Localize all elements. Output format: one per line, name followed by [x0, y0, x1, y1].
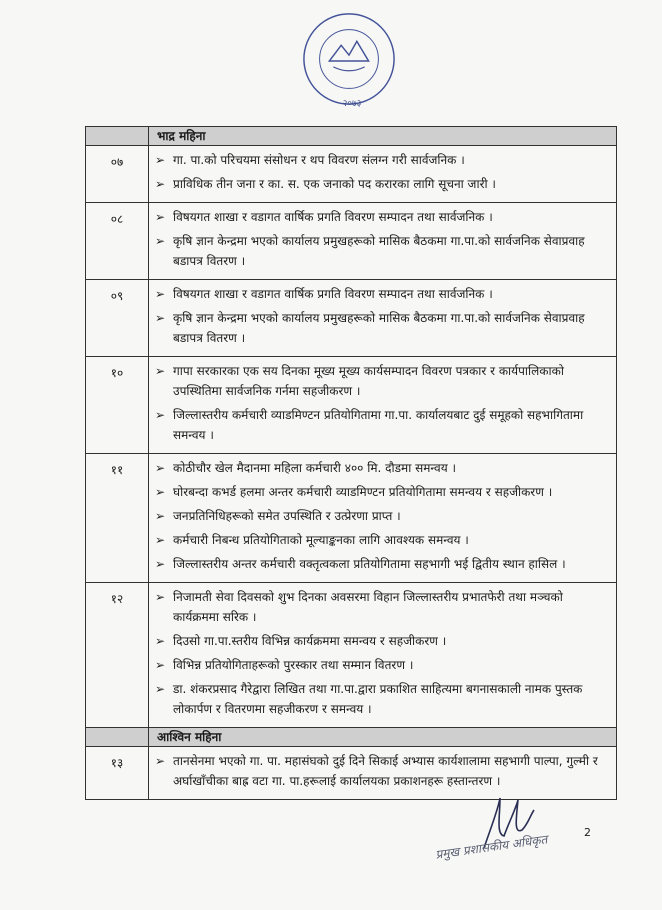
day-number: ०८ — [86, 203, 149, 280]
month-label: भाद्र महिना — [149, 127, 617, 146]
month-header-blank — [86, 728, 149, 747]
activity-cell — [149, 357, 617, 454]
table-row — [86, 583, 617, 728]
table-row — [86, 357, 617, 454]
list-item: ➢ दिउसो गा.पा.स्तरीय विभिन्न कार्यक्रममा समन्वय र सहजीकरण । — [153, 631, 610, 651]
month-header-blank — [86, 127, 149, 146]
table-row — [86, 280, 617, 357]
day-number: ०९ — [86, 280, 149, 357]
activity-list — [153, 751, 610, 791]
day-number: १२ — [86, 583, 149, 728]
list-item: ➢ विषयगत शाखा र वडागत वार्षिक प्रगति विवरण सम्पादन तथा सार्वजनिक । — [153, 207, 610, 227]
activity-cell — [149, 280, 617, 357]
activity-list — [153, 150, 610, 194]
signature-caption: प्रमुख प्रशासकीय अधिकृत — [434, 832, 549, 862]
list-item: ➢ गा. पा.को परिचयमा संसोधन र थप विवरण संलग्न गरी सार्वजनिक । — [153, 150, 610, 170]
table-row — [86, 203, 617, 280]
list-item: ➢ घोरबन्दा कभर्ड हलमा अन्तर कर्मचारी व्याडमिण्टन प्रतियोगितामा समन्वय र सहजीकरण । — [153, 482, 610, 502]
activity-cell — [149, 583, 617, 728]
list-item: ➢ कृषि ज्ञान केन्द्रमा भएको कार्यालय प्रमुखहरूको मासिक बैठकमा गा.पा.को सार्वजनिक सेवाप्रवाह बडापत्र वितरण । — [153, 308, 610, 348]
day-number: ०७ — [86, 146, 149, 203]
page-number: 2 — [584, 826, 591, 839]
list-item: ➢ गापा सरकारका एक सय दिनका मूख्य मूख्य कार्यसम्पादन विवरण पत्रकार र कार्यपालिकाको उपस्थितिमा सार्वजनिक गर्नमा सहजीकरण । — [153, 361, 610, 401]
list-item: ➢ जनप्रतिनिधिहरूको समेत उपस्थिति र उत्प्रेरणा प्राप्त । — [153, 506, 610, 526]
list-item: ➢ डा. शंकरप्रसाद गैरेद्वारा लिखित तथा गा.पा.द्वारा प्रकाशित साहित्यमा बगनासकाली नामक पुस्तक लोकार्पण र वितरणमा सहजीकरण र समन्वय । — [153, 679, 610, 719]
activity-cell — [149, 203, 617, 280]
list-item: ➢ प्राविधिक तीन जना र का. स. एक जनाको पद करारका लागि सूचना जारी । — [153, 174, 610, 194]
activity-list — [153, 587, 610, 719]
list-item: ➢ तानसेनमा भएको गा. पा. महासंघको दुई दिने सिकाई अभ्यास कार्यशालामा सहभागी पाल्पा, गुल्मी र अर्घाखाँचीका बाह्र वटा गा. पा.हरूलाई कार्यालयका प्रकाशनहरू हस्तान्तरण । — [153, 751, 610, 791]
activity-cell — [149, 146, 617, 203]
activity-list — [153, 458, 610, 574]
list-item: ➢ कृषि ज्ञान केन्द्रमा भएको कार्यालय प्रमुखहरूको मासिक बैठकमा गा.पा.को सार्वजनिक सेवाप्रवाह बडापत्र वितरण । — [153, 231, 610, 271]
list-item: ➢ निजामती सेवा दिवसको शुभ दिनका अवसरमा विहान जिल्लास्तरीय प्रभातफेरी तथा मञ्चको कार्यक्रममा सरिक । — [153, 587, 610, 627]
office-seal — [300, 10, 398, 108]
activity-table — [85, 126, 617, 800]
table-row — [86, 146, 617, 203]
activity-cell — [149, 454, 617, 583]
day-number: ११ — [86, 454, 149, 583]
month-label: आश्विन महिना — [149, 728, 617, 747]
month-header-row — [86, 728, 617, 747]
table-row — [86, 454, 617, 583]
list-item: ➢ विषयगत शाखा र वडागत वार्षिक प्रगति विवरण सम्पादन तथा सार्वजनिक । — [153, 284, 610, 304]
list-item: ➢ कर्मचारी निबन्ध प्रतियोगिताको मूल्याङ्कनका लागि आवश्यक समन्वय । — [153, 530, 610, 550]
list-item: ➢ विभिन्न प्रतियोगिताहरूको पुरस्कार तथा सम्मान वितरण । — [153, 655, 610, 675]
day-number: १३ — [86, 747, 149, 800]
activity-list — [153, 207, 610, 271]
seal-emblem-icon — [300, 10, 398, 108]
list-item: ➢ जिल्लास्तरीय अन्तर कर्मचारी वक्तृत्वकला प्रतियोगितामा सहभागी भई द्वितीय स्थान हासिल । — [153, 554, 610, 574]
day-number: १० — [86, 357, 149, 454]
month-header-row — [86, 127, 617, 146]
list-item: ➢ जिल्लास्तरीय कर्मचारी व्याडमिण्टन प्रतियोगितामा गा.पा. कार्यालयबाट दुई समूहको सहभागितामा समन्वय । — [153, 405, 610, 445]
seal-year: २०७३ — [342, 99, 362, 109]
activity-list — [153, 284, 610, 348]
activity-list — [153, 361, 610, 445]
list-item: ➢ कोठीचौर खेल मैदानमा महिला कर्मचारी ४०० मि. दौडमा समन्वय । — [153, 458, 610, 478]
